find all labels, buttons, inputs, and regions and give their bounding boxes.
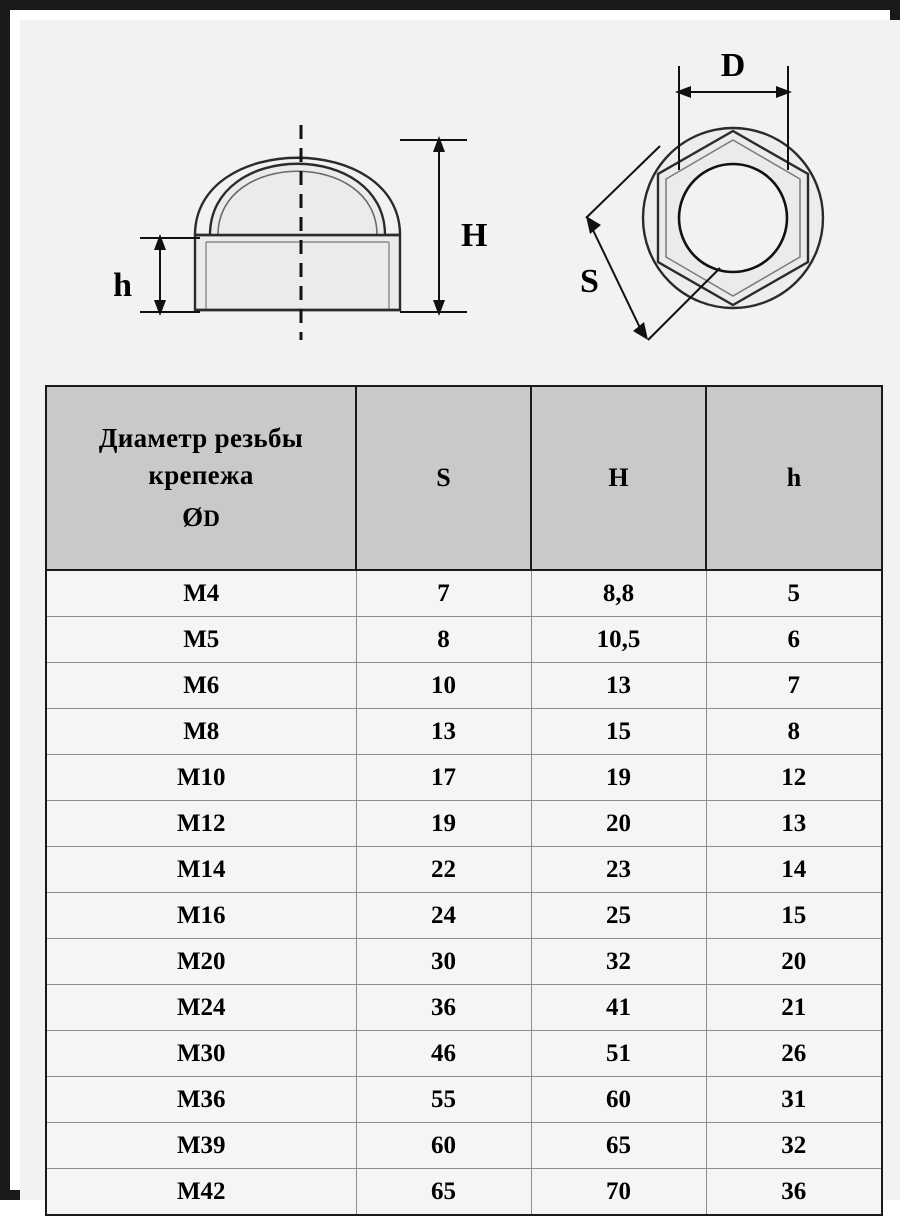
cell-s: 17 xyxy=(356,755,531,801)
column-header-h-lower: h xyxy=(706,386,882,570)
diameter-symbol-suffix: D xyxy=(203,506,220,532)
cell-h-upper: 23 xyxy=(531,847,706,893)
dimension-label-h: h xyxy=(113,267,132,304)
dimension-H xyxy=(400,136,467,316)
cell-h-lower: 31 xyxy=(706,1077,882,1123)
table-row xyxy=(46,847,882,893)
cell-thread-diameter: M14 xyxy=(46,847,356,893)
dimension-h xyxy=(140,234,200,316)
table-row xyxy=(46,893,882,939)
technical-drawing xyxy=(20,20,900,380)
cell-thread-diameter: M24 xyxy=(46,985,356,1031)
specification-table xyxy=(45,385,881,1216)
cell-thread-diameter: M5 xyxy=(46,617,356,663)
cell-h-lower: 6 xyxy=(706,617,882,663)
diameter-symbol: Ø xyxy=(182,502,204,533)
table-row xyxy=(46,1077,882,1123)
table-row xyxy=(46,663,882,709)
cell-h-upper: 10,5 xyxy=(531,617,706,663)
cell-h-lower: 21 xyxy=(706,985,882,1031)
cell-thread-diameter: M30 xyxy=(46,1031,356,1077)
cell-thread-diameter: M16 xyxy=(46,893,356,939)
cell-s: 65 xyxy=(356,1169,531,1216)
cell-s: 60 xyxy=(356,1123,531,1169)
column-header-s: S xyxy=(356,386,531,570)
cell-h-lower: 5 xyxy=(706,570,882,617)
table-row xyxy=(46,1123,882,1169)
cell-h-upper: 15 xyxy=(531,709,706,755)
dimension-label-D: D xyxy=(720,47,746,84)
page-content xyxy=(20,20,900,1205)
table-row xyxy=(46,939,882,985)
cell-h-lower: 13 xyxy=(706,801,882,847)
table-row xyxy=(46,1169,882,1216)
cell-s: 24 xyxy=(356,893,531,939)
cell-h-lower: 8 xyxy=(706,709,882,755)
cell-h-upper: 19 xyxy=(531,755,706,801)
cap-nut-top-view xyxy=(643,128,823,308)
cell-h-upper: 65 xyxy=(531,1123,706,1169)
cell-thread-diameter: M36 xyxy=(46,1077,356,1123)
table-row xyxy=(46,755,882,801)
cell-h-upper: 51 xyxy=(531,1031,706,1077)
table-body xyxy=(46,570,882,1215)
cell-s: 46 xyxy=(356,1031,531,1077)
table-header-row xyxy=(46,386,882,570)
cell-h-upper: 41 xyxy=(531,985,706,1031)
cell-h-lower: 7 xyxy=(706,663,882,709)
table-row xyxy=(46,801,882,847)
cell-h-upper: 13 xyxy=(531,663,706,709)
cell-s: 7 xyxy=(356,570,531,617)
cell-h-upper: 70 xyxy=(531,1169,706,1216)
table-row xyxy=(46,709,882,755)
cap-nut-side-view xyxy=(195,158,400,310)
cell-thread-diameter: M20 xyxy=(46,939,356,985)
cell-s: 8 xyxy=(356,617,531,663)
header-line-1: Диаметр резьбы xyxy=(98,423,304,454)
cell-thread-diameter: M8 xyxy=(46,709,356,755)
cell-h-lower: 14 xyxy=(706,847,882,893)
header-line-2: крепежа xyxy=(148,459,254,490)
cell-s: 36 xyxy=(356,985,531,1031)
cell-s: 10 xyxy=(356,663,531,709)
cell-s: 13 xyxy=(356,709,531,755)
cell-h-upper: 20 xyxy=(531,801,706,847)
dimension-label-S: S xyxy=(580,263,599,300)
cell-thread-diameter: M4 xyxy=(46,570,356,617)
header-line-3 xyxy=(53,499,349,535)
table-row xyxy=(46,1031,882,1077)
cell-h-lower: 36 xyxy=(706,1169,882,1216)
table-row xyxy=(46,570,882,617)
cell-h-lower: 26 xyxy=(706,1031,882,1077)
cell-thread-diameter: M6 xyxy=(46,663,356,709)
cell-h-lower: 20 xyxy=(706,939,882,985)
cell-thread-diameter: M42 xyxy=(46,1169,356,1216)
cell-s: 19 xyxy=(356,801,531,847)
column-header-thread-diameter xyxy=(46,386,356,570)
cell-s: 22 xyxy=(356,847,531,893)
cell-h-lower: 32 xyxy=(706,1123,882,1169)
dimension-label-H: H xyxy=(461,217,488,254)
cell-h-upper: 25 xyxy=(531,893,706,939)
cell-h-upper: 60 xyxy=(531,1077,706,1123)
table-row xyxy=(46,617,882,663)
cell-thread-diameter: M39 xyxy=(46,1123,356,1169)
column-header-h-upper: H xyxy=(531,386,706,570)
cell-h-upper: 8,8 xyxy=(531,570,706,617)
table-row xyxy=(46,985,882,1031)
cell-s: 55 xyxy=(356,1077,531,1123)
cell-h-lower: 12 xyxy=(706,755,882,801)
cell-h-upper: 32 xyxy=(531,939,706,985)
cell-thread-diameter: M10 xyxy=(46,755,356,801)
cell-h-lower: 15 xyxy=(706,893,882,939)
cell-s: 30 xyxy=(356,939,531,985)
cell-thread-diameter: M12 xyxy=(46,801,356,847)
